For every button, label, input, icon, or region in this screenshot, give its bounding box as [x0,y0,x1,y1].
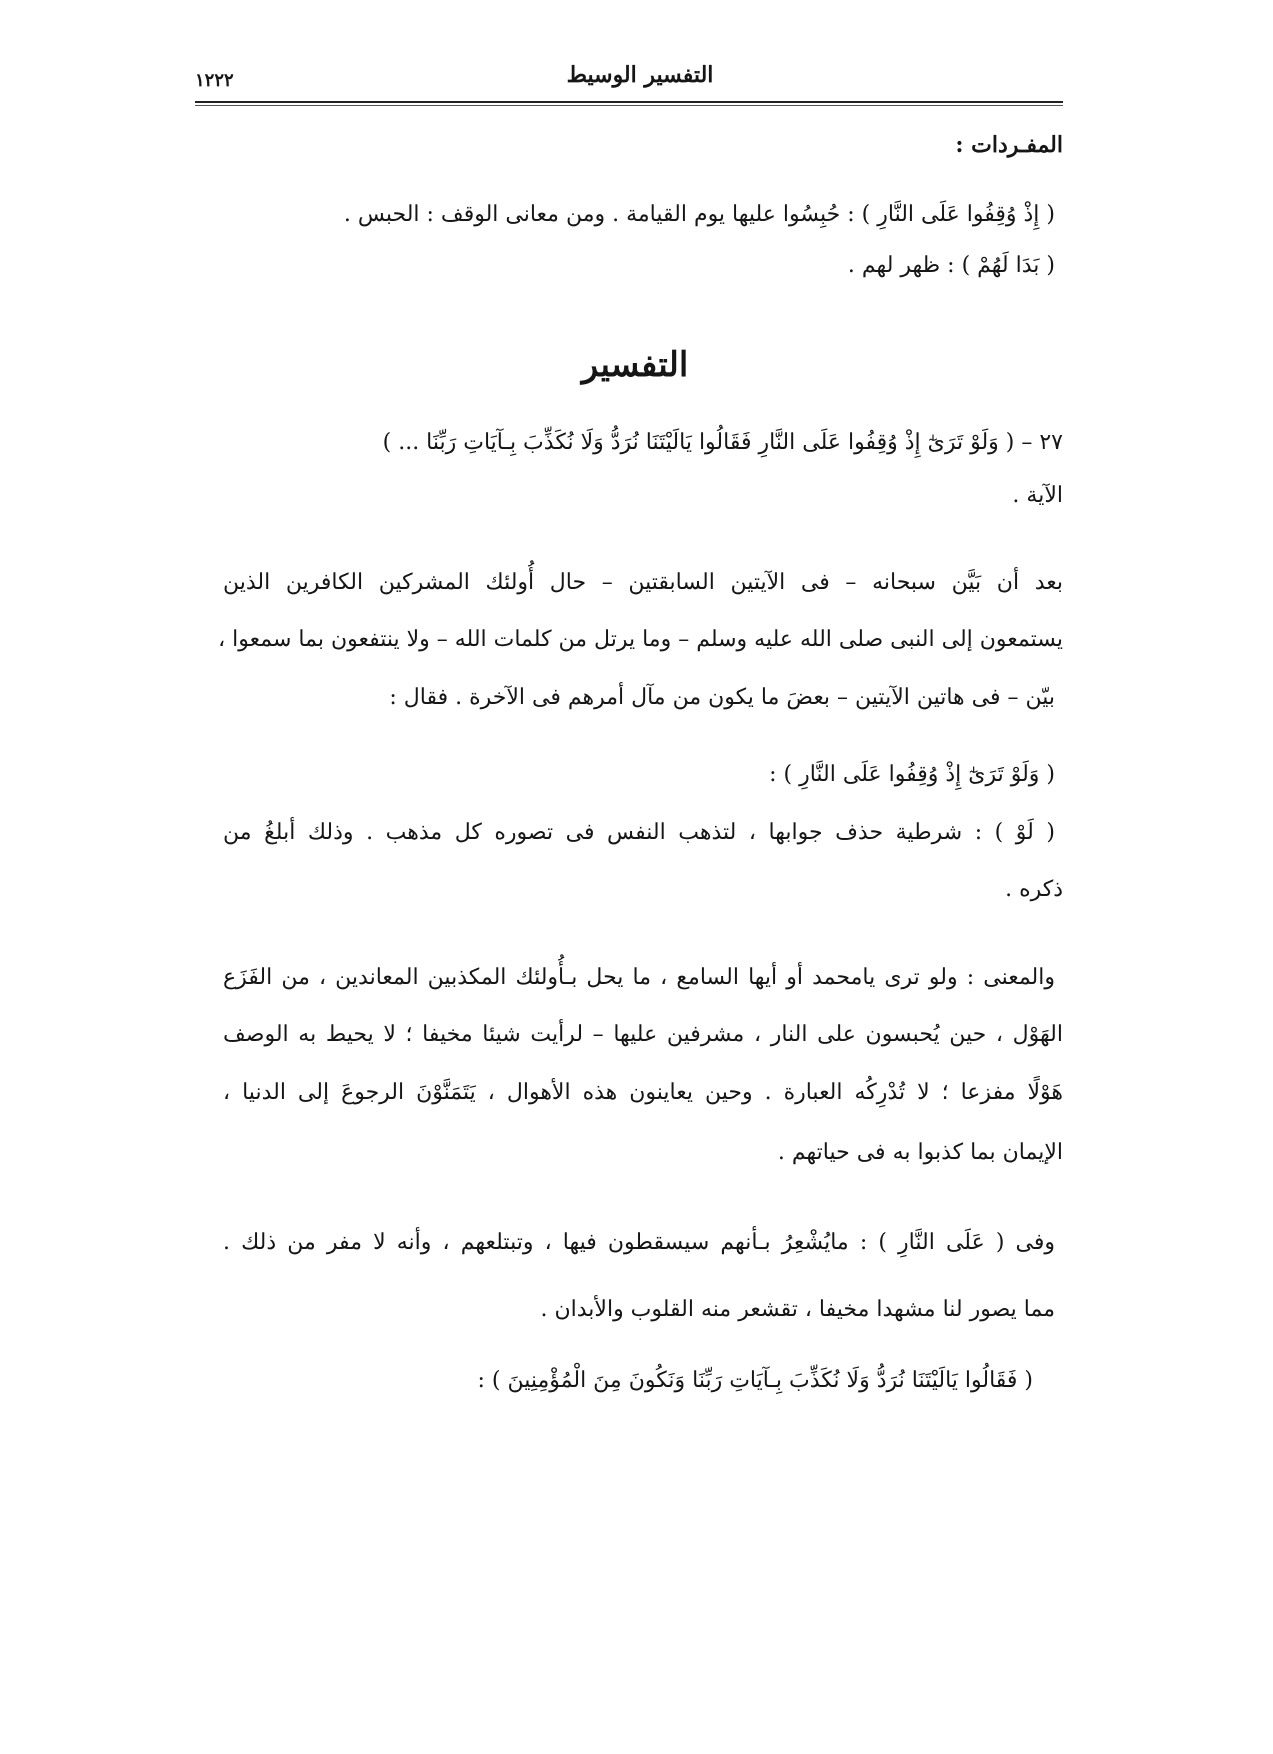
paragraph-line: والمعنى : ولو ترى يامحمد أو أيها السامع ، ما يحل بـأُولئك المكذبين المعاندين ، من الفَزَع [223,965,1055,990]
paragraph-line: بيّن – فى هاتين الآيتين – بعضَ ما يكون من مآل أمرهم فى الآخرة . فقال : [389,685,1055,710]
paragraph-line: بعد أن بَيَّن سبحانه – فى الآيتين السابقتين – حال أُولئك المشركين الكافرين الذين [223,570,1063,595]
page-header [195,58,1063,98]
paragraph-line: ذكره . [1005,877,1063,902]
section-title: التفسير [581,345,689,385]
page-number: ١٢٢٢ [195,70,234,91]
header-rule-thin [195,105,1063,106]
paragraph-line: الهَوْل ، حين يُحبسون على النار ، مشرفين عليها – لرأيت شيئا مخيفا ؛ لا يحيط به الوصف [223,1022,1063,1047]
paragraph-line: ( لَوْ ) : شرطية حذف جوابها ، لتذهب النفس فى تصوره كل مذهب . وذلك أبلغُ من [223,820,1055,845]
paragraph-line: يستمعون إلى النبى صلى الله عليه وسلم – وما يرتل من كلمات الله – ولا ينتفعون بما سمعوا ، [218,627,1063,652]
verse-heading-cont: الآية . [1012,483,1063,508]
vocabulary-item: ( بَدَا لَهُمْ ) : ظهر لهم . [847,253,1055,278]
paragraph-line: هَوْلًا مفزعا ؛ لا تُدْرِكُه العبارة . وحين يعاينون هذه الأهوال ، يَتَمَنَّوْنَ الرجوعَ إلى الدنيا ، [223,1080,1063,1105]
paragraph-line: وفى ( عَلَى النَّارِ ) : مايُشْعِرُ بـأنهم سيسقطون فيها ، وتبتلعهم ، وأنه لا مفر من ذلك . [223,1230,1055,1255]
running-title: التفسير الوسيط [566,62,714,88]
header-rule [195,101,1063,103]
vocabulary-item: ( إِذْ وُقِفُوا عَلَى النَّارِ ) : حُبِسُوا عليها يوم القيامة . ومن معانى الوقف : الحبس . [343,202,1055,227]
paragraph-line: الإيمان بما كذبوا به فى حياتهم . [777,1140,1063,1165]
verse-heading: ٢٧ – ( وَلَوْ تَرَىٰٓ إِذْ وُقِفُوا عَلَى النَّارِ فَقَالُوا يَالَيْتَنَا نُرَدُّ وَلَا نُكَذِّبَ بِـآيَاتِ رَبِّنَا ... ) [382,430,1063,455]
vocabulary-heading: المفـردات : [955,132,1063,158]
paragraph-line: مما يصور لنا مشهدا مخيفا ، تقشعر منه القلوب والأبدان . [540,1297,1055,1322]
quoted-verse: ( فَقَالُوا يَالَيْتَنَا نُرَدُّ وَلَا نُكَذِّبَ بِـآيَاتِ رَبِّنَا وَنَكُونَ مِنَ الْمُؤْمِنِينَ ) : [477,1368,1033,1393]
quoted-verse: ( وَلَوْ تَرَىٰٓ إِذْ وُقِفُوا عَلَى النَّارِ ) : [769,762,1055,787]
